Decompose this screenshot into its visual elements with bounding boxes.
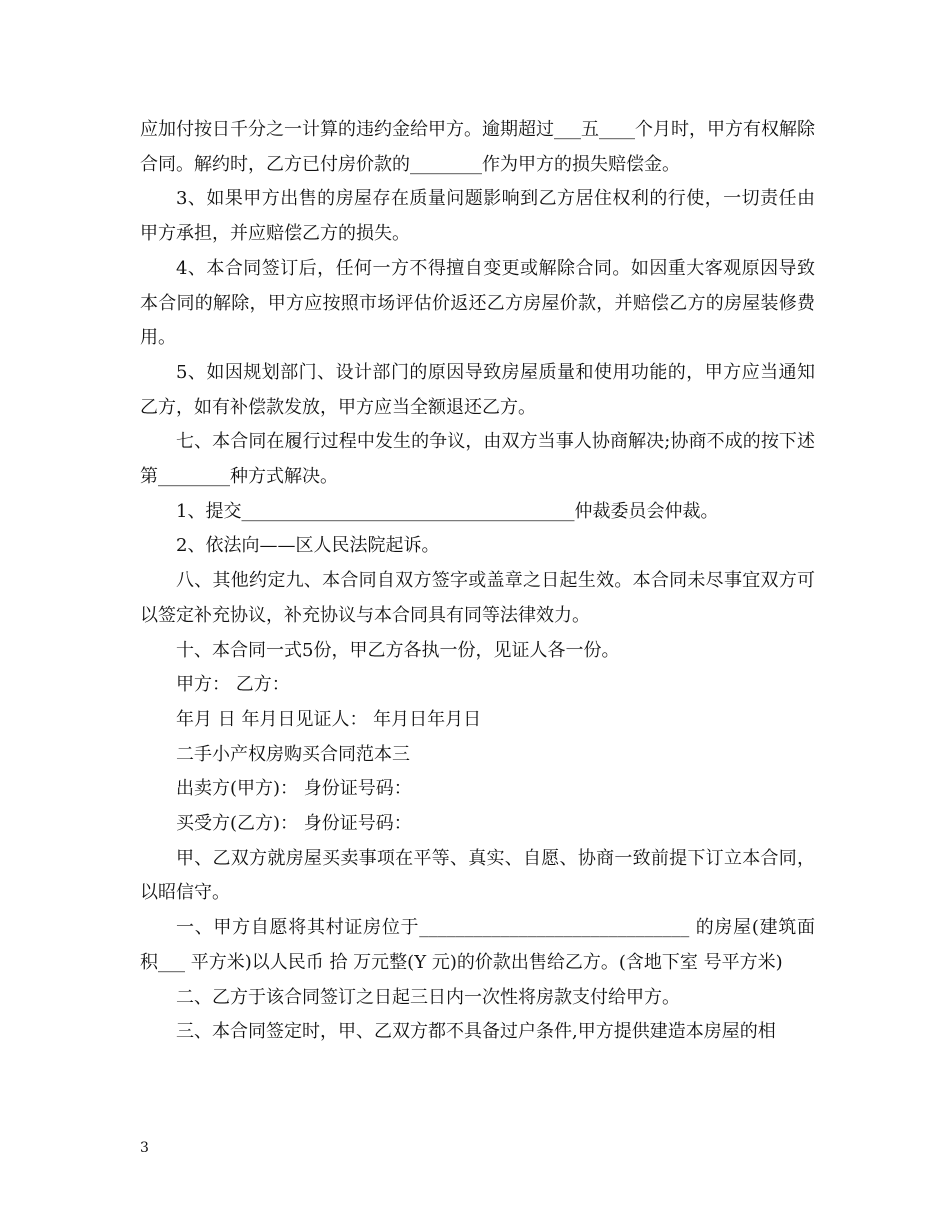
section-title: 二手小产权房购买合同范本三 bbox=[176, 743, 410, 765]
paragraph: 买受方(乙方)： 身份证号码： bbox=[176, 813, 412, 835]
paragraph: 3、如果甲方出售的房屋存在质量问题影响到乙方居住权利的行使，一切责任由甲方承担，并应赔偿乙方的损失。 bbox=[140, 188, 815, 245]
paragraph: 七、本合同在履行过程中发生的争议，由双方当事人协商解决;协商不成的按下述第________种方式解决。 bbox=[140, 431, 815, 488]
paragraph: 4、本合同签订后，任何一方不得擅自变更或解除合同。如因重大客观原因导致本合同的解除，甲方应按照市场评估价返还乙方房屋价款，并赔偿乙方的房屋装修费用。 bbox=[140, 257, 815, 349]
paragraph: 1、提交_____________________________________仲裁委员会仲裁。 bbox=[176, 500, 719, 522]
paragraph: 一、甲方自愿将其村证房位于______________________________ 的房屋(建筑面积___ 平方米)以人民币 拾 万元整(Y 元)的价款出售给乙方。(含地下室 号平方米) bbox=[140, 917, 815, 973]
paragraph: 十、本合同一式5份，甲乙方各执一份，见证人各一份。 bbox=[176, 639, 620, 661]
paragraph: 出卖方(甲方)： 身份证号码： bbox=[176, 778, 412, 800]
paragraph: 应加付按日千分之一计算的违约金给甲方。逾期超过___五____个月时，甲方有权解除合同。解约时，乙方已付房价款的________作为甲方的损失赔偿金。 bbox=[140, 119, 815, 175]
page-number: 3 bbox=[140, 1140, 149, 1156]
paragraph: 5、如因规划部门、设计部门的原因导致房屋质量和使用功能的，甲方应当通知乙方，如有补偿款发放，甲方应当全额退还乙方。 bbox=[140, 361, 815, 418]
paragraph: 二、乙方于该合同签订之日起三日内一次性将房款支付给甲方。 bbox=[176, 986, 680, 1008]
paragraph: 甲、乙双方就房屋买卖事项在平等、真实、自愿、协商一致前提下订立本合同，以昭信守。 bbox=[140, 847, 815, 904]
paragraph: 三、本合同签定时，甲、乙双方都不具备过户条件,甲方提供建造本房屋的相 bbox=[176, 1021, 776, 1043]
paragraph: 甲方： 乙方： bbox=[176, 674, 290, 696]
paragraph: 八、其他约定九、本合同自双方签字或盖章之日起生效。本合同未尽事宜双方可以签定补充协议，补充协议与本合同具有同等法律效力。 bbox=[140, 570, 815, 626]
paragraph: 2、依法向——区人民法院起诉。 bbox=[176, 535, 440, 557]
document-body bbox=[140, 113, 815, 1050]
paragraph: 年月 日 年月日见证人： 年月日年月日 bbox=[176, 708, 482, 730]
